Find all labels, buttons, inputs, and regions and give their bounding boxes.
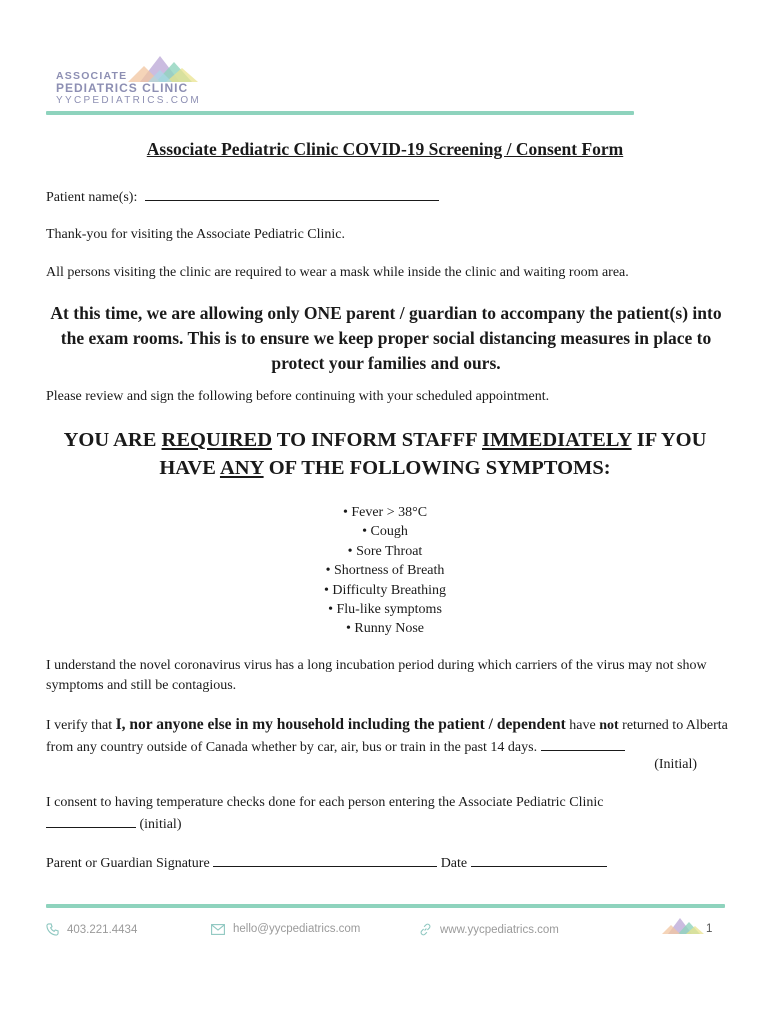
immediately-emphasis: IMMEDIATELY [482, 429, 632, 451]
patient-name-row [46, 186, 728, 208]
signature-field[interactable] [213, 852, 437, 867]
list-item: • Fever > 38°C [342, 505, 428, 520]
symptoms-list [0, 503, 770, 639]
mask-notice-text: All persons visiting the clinic are required to wear a mask while inside the clinic and waiting room area. [46, 265, 629, 280]
mail-icon [211, 924, 225, 935]
header-divider [46, 111, 634, 115]
list-item: • Cough [362, 524, 408, 540]
phone-number: 403.221.4434 [67, 924, 138, 936]
temperature-initial-label: (initial) [139, 817, 182, 832]
signature-row [46, 852, 728, 874]
phone-icon [46, 923, 59, 936]
link-icon [419, 923, 432, 936]
travel-initial-label: (Initial) [654, 757, 697, 772]
required-emphasis: REQUIRED [161, 429, 273, 451]
guardian-notice: At this time, we are allowing only ONE parent / guardian to accompany the patient(s) into the exam rooms. This is to ensure we keep proper social distancing measures in place to protect your families and ours. [50, 303, 722, 373]
email-address: hello@yycpediatrics.com [233, 923, 361, 935]
footer-email[interactable] [211, 923, 360, 935]
travel-verification: I verify that I, nor anyone else in my household including the patient / dependent have not returned to Alberta from any country outside of Canada whether by car, air, bus or train in the past 14 days. [46, 716, 728, 755]
symptoms-heading: YOU ARE REQUIRED TO INFORM STAFFF IMMEDIATELY IF YOU HAVE ANY OF THE FOLLOWING SYMPTOMS: [63, 429, 707, 479]
incubation-statement: I understand the novel coronavirus virus has a long incubation period during which carriers of the virus may not show symptoms and still be contagious. [46, 658, 707, 693]
mountain-logo-icon [126, 52, 198, 82]
temperature-initial-field[interactable] [46, 813, 136, 828]
list-item: • Runny Nose [345, 621, 424, 637]
list-item: • Shortness of Breath [325, 563, 445, 579]
website-url: www.yycpediatrics.com [440, 924, 559, 936]
any-emphasis: ANY [219, 457, 264, 479]
temperature-consent: I consent to having temperature checks done for each person entering the Associate Pediatric Clinic [46, 795, 604, 810]
review-note-text: Please review and sign the following before continuing with your scheduled appointment. [46, 389, 550, 404]
footer-divider [46, 904, 725, 908]
signature-label: Parent or Guardian Signature [46, 856, 210, 871]
form-title: Associate Pediatric Clinic COVID-19 Screening / Consent Form [146, 139, 624, 159]
logo-text-associate: ASSOCIATE [56, 70, 128, 82]
list-item: • Flu-like symptoms [328, 602, 442, 618]
footer-phone [46, 923, 137, 936]
patient-name-label: Patient name(s): [46, 190, 138, 205]
thank-you-text: Thank-you for visiting the Associate Pediatric Clinic. [46, 227, 345, 242]
not-emphasis: not [599, 718, 619, 733]
patient-name-field[interactable] [145, 186, 439, 201]
page-number: 1 [706, 923, 713, 935]
footer-logo-icon [662, 914, 704, 934]
list-item: • Difficulty Breathing [323, 582, 447, 598]
logo-text-clinic: PEDIATRICS CLINIC [56, 81, 189, 95]
logo-text-website: YYCPEDIATRICS.COM [56, 95, 202, 106]
clinic-logo [54, 52, 204, 110]
footer-website[interactable] [419, 923, 559, 936]
date-label: Date [440, 856, 468, 871]
household-emphasis: I, nor anyone else in my household including the patient / dependent [115, 716, 566, 733]
list-item: • Sore Throat [347, 543, 423, 559]
date-field[interactable] [471, 852, 607, 867]
travel-initial-field[interactable] [541, 736, 625, 751]
temperature-initial-row [46, 813, 728, 835]
